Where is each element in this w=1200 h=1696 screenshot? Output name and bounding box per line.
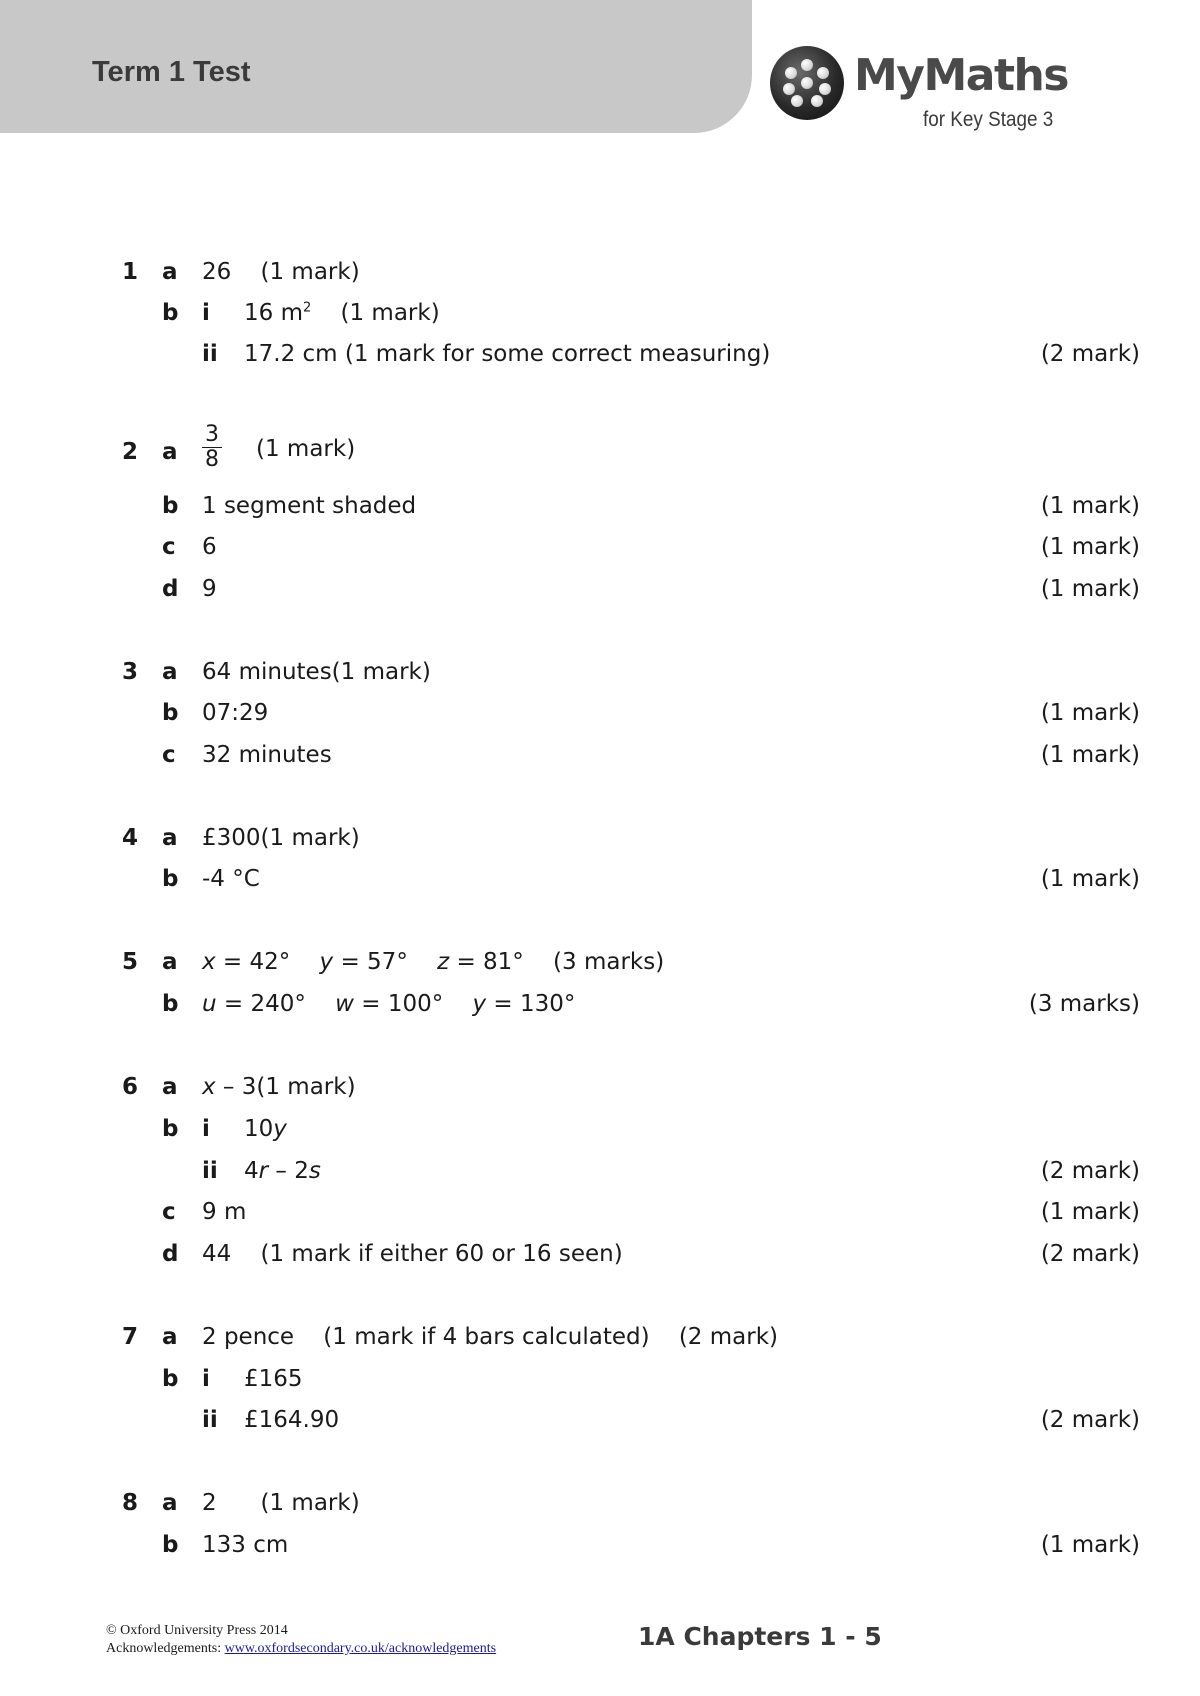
answer-text: 10y xyxy=(244,1116,287,1142)
part-label: b xyxy=(162,1532,179,1558)
part-label: b xyxy=(162,866,179,892)
part-label: a xyxy=(162,1490,178,1516)
answer-text: 64 minutes(1 mark) xyxy=(202,659,431,685)
question-number: 8 xyxy=(122,1490,139,1516)
answer-text: 4r – 2s xyxy=(244,1158,321,1184)
marks-label: (1 mark) xyxy=(1040,742,1140,768)
footer-credits xyxy=(106,1622,496,1658)
page-title: Term 1 Test xyxy=(92,56,251,88)
part-label: b xyxy=(162,700,179,726)
answer-text: $\frac{3}{8}$ (1 mark) xyxy=(202,423,355,472)
logo-dots-icon xyxy=(770,46,844,120)
question-number: 6 xyxy=(122,1074,139,1100)
marks-label: (1 mark) xyxy=(1040,866,1140,892)
part-label: a xyxy=(162,1074,178,1100)
part-label: c xyxy=(162,742,176,768)
answer-text: x = 42° y = 57° z = 81° (3 marks) xyxy=(202,949,665,975)
marks-label: (2 mark) xyxy=(1040,1407,1140,1433)
marks-label: (1 mark) xyxy=(1040,576,1140,602)
answer-text: 26 (1 mark) xyxy=(202,259,360,285)
answer-text: 9 xyxy=(202,576,217,602)
subpart-label: i xyxy=(202,300,210,326)
marks-label: (1 mark) xyxy=(1040,700,1140,726)
marks-label: (2 mark) xyxy=(1040,1241,1140,1267)
subpart-label: ii xyxy=(202,1158,218,1184)
question-number: 4 xyxy=(122,825,139,851)
marks-label: (3 marks) xyxy=(1028,991,1140,1017)
question-number: 2 xyxy=(122,439,139,465)
answer-text: 2 pence (1 mark if 4 bars calculated) (2 mark) xyxy=(202,1324,778,1350)
part-label: a xyxy=(162,1324,178,1350)
answer-text: -4 °C xyxy=(202,866,260,892)
marks-label: (1 mark) xyxy=(1040,534,1140,560)
question-number: 5 xyxy=(122,949,139,975)
part-label: a xyxy=(162,949,178,975)
copyright-text: © Oxford University Press 2014 xyxy=(106,1623,288,1638)
answer-text: 9 m xyxy=(202,1199,247,1225)
question-number: 7 xyxy=(122,1324,139,1350)
part-label: a xyxy=(162,659,178,685)
acknowledgements-link[interactable]: www.oxfordsecondary.co.uk/acknowledgements xyxy=(224,1641,497,1656)
fraction: $\frac{3}{8}$ xyxy=(202,423,222,472)
subpart-label: i xyxy=(202,1116,210,1142)
part-label: b xyxy=(162,300,179,326)
answer-text: x – 3(1 mark) xyxy=(202,1074,356,1100)
answer-text: 1 segment shaded xyxy=(202,493,417,519)
part-label: c xyxy=(162,534,176,560)
marks-label: (1 mark) xyxy=(1040,1532,1140,1558)
question-number: 3 xyxy=(122,659,139,685)
subpart-label: ii xyxy=(202,1407,218,1433)
answer-text: 133 cm xyxy=(202,1532,289,1558)
answer-text: 07:29 xyxy=(202,700,269,726)
acknowledgements-line: Acknowledgements: www.oxfordsecondary.co.uk/acknowledgements xyxy=(106,1641,497,1656)
part-label: b xyxy=(162,1116,179,1142)
answer-text: u = 240° w = 100° y = 130° xyxy=(202,991,576,1017)
answer-text: 44 (1 mark if either 60 or 16 seen) xyxy=(202,1241,623,1267)
answer-text: 17.2 cm (1 mark for some correct measuring) xyxy=(244,341,771,367)
logo-subtitle: for Key Stage 3 xyxy=(923,108,1054,131)
part-label: a xyxy=(162,825,178,851)
chapter-label: 1A Chapters 1 - 5 xyxy=(638,1622,882,1651)
answer-text: £300(1 mark) xyxy=(202,825,360,851)
question-number: 1 xyxy=(122,259,139,285)
part-label: c xyxy=(162,1199,176,1225)
answer-text: 2 (1 mark) xyxy=(202,1490,360,1516)
marks-label: (2 mark) xyxy=(1040,341,1140,367)
marks-label: (2 mark) xyxy=(1040,1158,1140,1184)
answer-text: 32 minutes xyxy=(202,742,332,768)
subpart-label: i xyxy=(202,1366,210,1392)
part-label: d xyxy=(162,576,179,602)
answer-text: 6 xyxy=(202,534,217,560)
part-label: b xyxy=(162,991,179,1017)
subpart-label: ii xyxy=(202,341,218,367)
part-label: b xyxy=(162,1366,179,1392)
answer-text: £164.90 xyxy=(244,1407,340,1433)
part-label: b xyxy=(162,493,179,519)
part-label: a xyxy=(162,259,178,285)
part-label: d xyxy=(162,1241,179,1267)
mymaths-logo xyxy=(770,46,1070,136)
answer-text: £165 xyxy=(244,1366,303,1392)
part-label: a xyxy=(162,439,178,465)
marks-label: (1 mark) xyxy=(1040,1199,1140,1225)
answer-text: 16 $m^2$ (1 mark) xyxy=(244,300,440,326)
marks-label: (1 mark) xyxy=(1040,493,1140,519)
logo-wordmark: MyMaths xyxy=(854,50,1068,101)
